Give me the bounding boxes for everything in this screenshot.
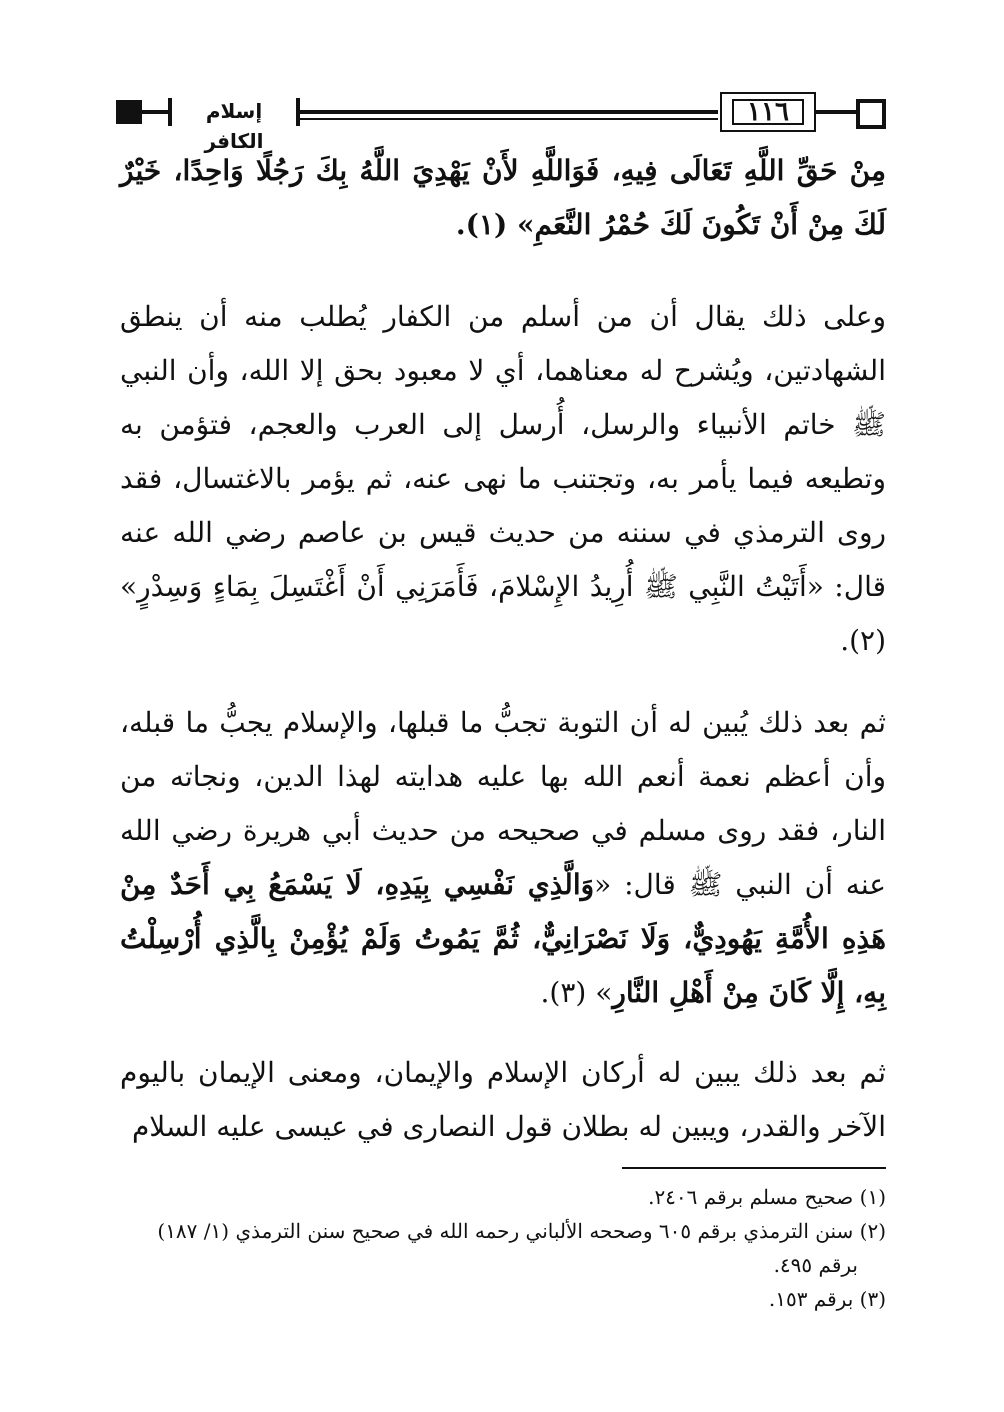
footnote: (٢) سنن الترمذي برقم ٦٠٥ وصححه الألباني رحمه الله في صحيح سنن الترمذي (١/ ١٨٧): [157, 1219, 886, 1243]
running-head-title: إسلام الكافر: [204, 99, 264, 153]
body-paragraph: وعلى ذلك يقال أن من أسلم من الكفار يُطلب منه أن ينطق الشهادتين، ويُشرح له معناهما، أي لا معبود بحق إلا الله، وأن النبي ﷺ خاتم الأنبياء والرسل، أُرسل إلى العرب والعجم، فتؤمن به وتطيعه فيما يأمر به، وتجتنب ما نهى عنه، ثم يؤمر بالاغتسال، فقد روى الترمذي في سننه من حديث قيس بن عاصم رضي الله عنه قال: «أَتَيْتُ النَّبِي ﷺ أُرِيدُ الإِسْلامَ، فَأَمَرَنِي أَنْ أَغْتَسِلَ بِمَاءٍ وَسِدْرٍ» (٢).: [120, 300, 886, 657]
paragraph-text: ثم بعد ذلك يُبين له أن التوبة تجبُّ ما قبلها، والإسلام يجبُّ ما قبله، وأن أعظم نعمة أنعم الله بها عليه هدايته لهذا الدين، ونجاته من النار، فقد روى مسلم في صحيحه من حديث أبي هريرة رضي الله عنه أن النبي ﷺ قال: «: [120, 706, 886, 901]
header-divider: [168, 98, 172, 126]
page-number-frame: [720, 92, 816, 132]
footnote: (١) صحيح مسلم برقم ٢٤٠٦.: [648, 1185, 886, 1209]
header-rule: [300, 110, 718, 114]
body-paragraph: ثم بعد ذلك يبين له أركان الإسلام والإيمان، ومعنى الإيمان باليوم الآخر والقدر، ويبين له بطلان قول النصارى في عيسى عليه السلام: [120, 1056, 886, 1143]
page-number: ١١٦: [747, 97, 789, 127]
header-rule: [814, 110, 858, 114]
hadith-continuation: مِنْ حَقِّ اللَّهِ تَعَالَى فِيهِ، فَوَاللَّهِ لأَنْ يَهْدِيَ اللَّهُ بِكَ رَجُلًا وَاحِدًا، خَيْرٌ لَكَ مِنْ أَنْ تَكُونَ لَكَ حُمْرُ النَّعَمِ» (١).: [120, 154, 886, 241]
footnote: (٣) برقم ١٥٣.: [768, 1287, 886, 1311]
footnote-continuation: برقم ٤٩٥.: [773, 1253, 858, 1277]
header-rule: [300, 118, 718, 120]
header-ornament-left: [116, 100, 142, 124]
footnote-separator: [622, 1167, 886, 1169]
hadith-quote: وَالَّذِي نَفْسِي بِيَدِهِ، لَا يَسْمَعُ بِي أَحَدٌ مِنْ هَذِهِ الأُمَّةِ يَهُودِيٌّ، وَلَا نَصْرَانِيٌّ، ثُمَّ يَمُوتُ وَلَمْ يُؤْمِنْ بِالَّذِي أُرْسِلْتُ بِهِ، إِلَّا كَانَ مِنْ أَهْلِ النَّارِ: [120, 868, 886, 1009]
page-header: [116, 92, 886, 153]
header-ornament-right: [856, 99, 886, 129]
body-paragraph: [120, 696, 886, 1020]
header-rule: [142, 110, 170, 114]
paragraph-text: » (٣).: [540, 976, 613, 1009]
footnotes: [120, 1180, 886, 1316]
